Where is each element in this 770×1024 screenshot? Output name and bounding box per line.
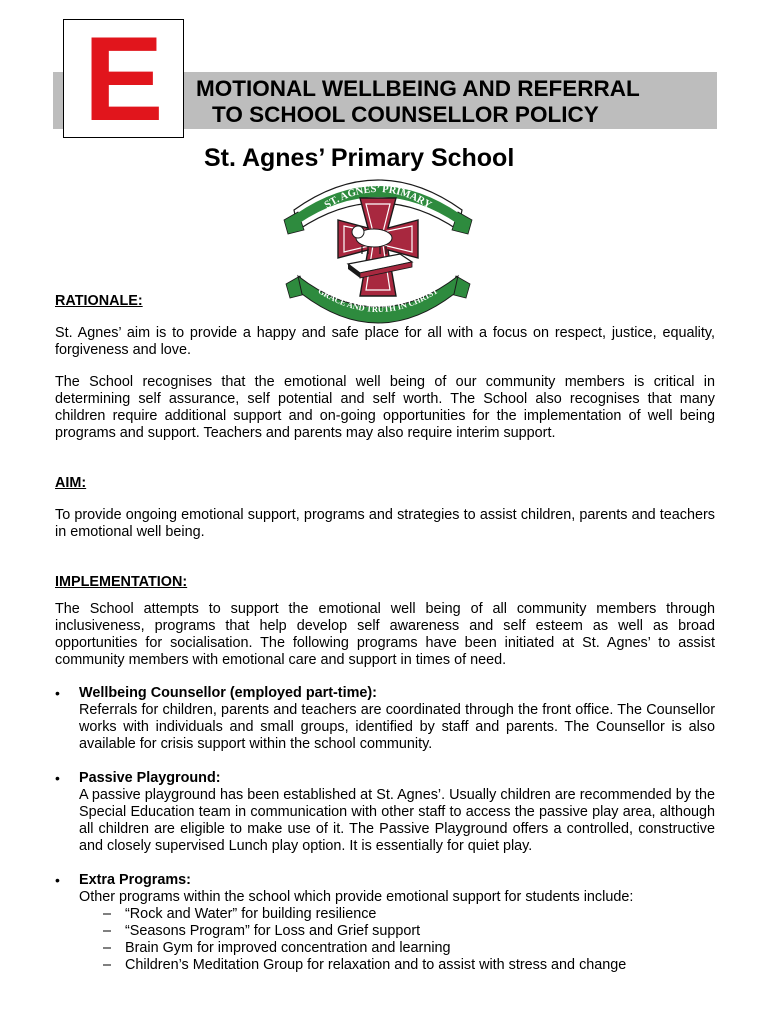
list-item xyxy=(55,685,715,753)
implementation-paragraph: The School attempts to support the emotional well being of all community members through inclusiveness, programs that help develop self awareness and self esteem as well as broad opportunities for socialisation. The following programs have been initiated at St. Agnes’ to assist community members with emotional care and support in times of need. xyxy=(55,601,715,668)
program-description: Referrals for children, parents and teachers are coordinated through the front office. The Counsellor works with individuals and small groups, identified by staff and parents. The Counsellor is also available for crisis support within the school community. xyxy=(79,702,715,752)
crest-bottom-text: GRACE AND TRUTH IN CHRIST xyxy=(316,285,440,315)
document-title xyxy=(196,76,716,128)
list-item xyxy=(55,770,715,855)
sub-list-item: – Children’s Meditation Group for relaxation and to assist with stress and change xyxy=(103,957,715,974)
title-line-2: TO SCHOOL COUNSELLOR POLICY xyxy=(212,102,599,127)
extra-programs-list xyxy=(79,906,715,974)
drop-cap-letter: E xyxy=(83,12,164,146)
sub-list-item: – “Rock and Water” for building resilience xyxy=(103,906,715,923)
rationale-paragraph-2: The School recognises that the emotional well being of our community members is critical in determining self assurance, self potential and self worth. The School also recognises that many children require additional support and on-going opportunities for the implementation of well being programs and support. Teachers and parents may also require interim support. xyxy=(55,374,715,441)
policy-content xyxy=(55,293,715,991)
aim-paragraph: To provide ongoing emotional support, programs and strategies to assist children, parents and teachers in emotional well being. xyxy=(55,507,715,540)
implementation-heading: IMPLEMENTATION: xyxy=(55,574,188,590)
rationale-heading: RATIONALE: xyxy=(55,293,143,309)
program-title: • Passive Playground: xyxy=(79,770,221,786)
aim-heading: AIM: xyxy=(55,475,87,491)
programs-list xyxy=(55,685,715,974)
program-description: Other programs within the school which provide emotional support for students include: xyxy=(79,889,634,905)
drop-cap-box xyxy=(63,12,184,146)
program-description: A passive playground has been established at St. Agnes’. Usually children are recommended by the Special Education team in communication with other staff to access the passive play area, although all children are eligible to make use of it. The Passive Playground offers a controlled, constructive and closely supervised Lunch play option. It is essentially for quiet play. xyxy=(79,787,715,854)
sub-list-item: – “Seasons Program” for Loss and Grief support xyxy=(103,923,715,940)
list-item xyxy=(55,872,715,974)
school-name: St. Agnes’ Primary School xyxy=(204,144,515,172)
program-title: • Wellbeing Counsellor (employed part-time): xyxy=(79,685,377,701)
title-line-1: MOTIONAL WELLBEING AND REFERRAL xyxy=(196,76,640,101)
crest-top-text: ST. AGNES’ PRIMARY xyxy=(322,183,434,212)
sub-list-item: – Brain Gym for improved concentration and learning xyxy=(103,940,715,957)
program-title: • Extra Programs: xyxy=(79,872,191,888)
rationale-paragraph-1: St. Agnes’ aim is to provide a happy and safe place for all with a focus on respect, justice, equality, forgiveness and love. xyxy=(55,325,715,358)
